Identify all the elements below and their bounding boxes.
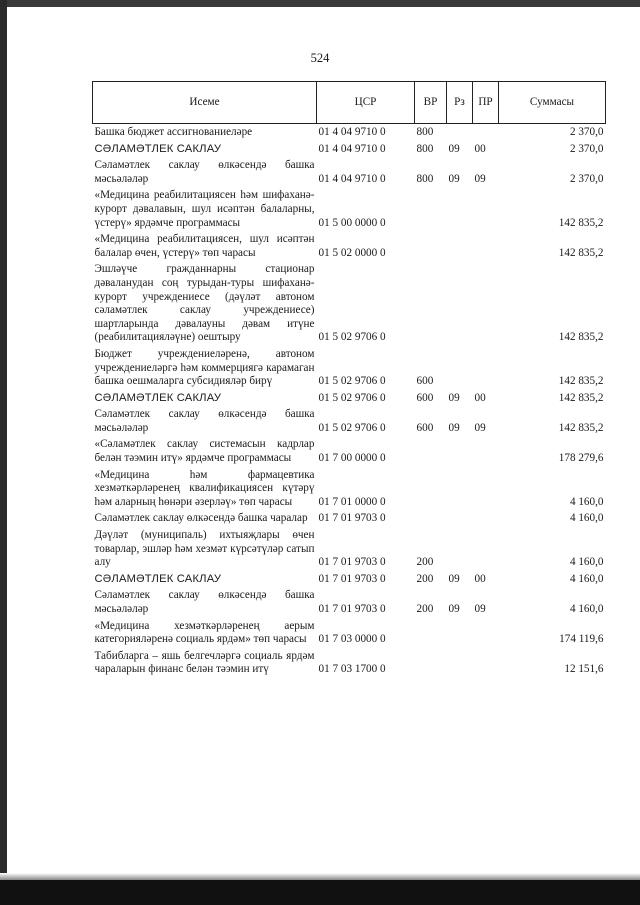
row-rz <box>447 467 473 511</box>
row-pr <box>473 261 499 346</box>
row-pr: 00 <box>474 391 486 404</box>
row-csr-code: 01 4 04 9710 0 <box>318 142 386 155</box>
header-name: Исеме <box>93 82 317 124</box>
table-row <box>93 141 606 158</box>
row-csr-code: 01 7 00 0000 0 <box>318 452 386 465</box>
row-vr <box>415 231 447 261</box>
row-name: Сәламәтлек саклау өлкәсендә башка мәсьәләләр <box>94 159 315 185</box>
row-vr: 600 <box>416 391 434 404</box>
row-csr-code: 01 7 01 9703 0 <box>318 556 386 569</box>
row-csr-code: 01 7 01 9703 0 <box>318 572 386 585</box>
row-amount: 12 151,6 <box>564 663 604 676</box>
table-row <box>93 231 606 261</box>
scan-bottom-edge <box>0 880 640 905</box>
row-vr: 800 <box>416 142 434 155</box>
row-pr <box>473 510 499 527</box>
row-rz <box>447 510 473 527</box>
row-name: «Сәламәтлек саклау системасын кадрлар белән тәэмин итү» ярдәмче программасы <box>94 438 315 465</box>
row-csr-code: 01 5 02 0000 0 <box>318 246 386 259</box>
row-amount: 4 160,0 <box>569 495 604 508</box>
row-pr: 09 <box>474 603 486 615</box>
row-csr-code: 01 5 02 9706 0 <box>318 421 386 434</box>
table-row <box>93 261 606 346</box>
table-row <box>93 467 606 511</box>
row-rz <box>447 648 473 678</box>
header-amount: Суммасы <box>499 82 606 124</box>
table-header-row <box>93 82 606 124</box>
row-vr <box>415 436 447 466</box>
table-row <box>93 390 606 407</box>
row-csr-code: 01 7 01 9703 0 <box>318 512 386 525</box>
row-rz <box>447 527 473 571</box>
row-rz: 09 <box>448 421 460 434</box>
row-vr <box>415 510 447 527</box>
budget-table <box>92 81 606 678</box>
table-row <box>93 406 606 436</box>
row-pr <box>473 124 499 141</box>
row-name: Сәламәтлек саклау өлкәсендә башка чаралар <box>94 512 308 525</box>
header-vr: ВР <box>415 82 447 124</box>
row-vr: 200 <box>416 556 434 569</box>
row-pr: 00 <box>474 142 486 155</box>
row-name: «Медицина һәм фармацевтика хезмәткәрләренең квалификациясен күтәрү һәм аларның һөнәри әзерләү» төп чарасы <box>94 468 315 508</box>
scan-top-edge <box>0 0 640 7</box>
row-vr: 800 <box>416 126 434 138</box>
row-rz: 09 <box>448 142 460 155</box>
row-amount: 142 835,2 <box>558 375 604 388</box>
row-csr-code: 01 7 01 9703 0 <box>318 603 386 615</box>
row-name: Башка бюджет ассигнованиеләре <box>94 126 253 138</box>
row-csr-code: 01 7 03 1700 0 <box>318 663 386 676</box>
row-rz <box>447 124 473 141</box>
row-vr <box>415 618 447 648</box>
table-row <box>93 648 606 678</box>
row-name: Сәламәтлек саклау өлкәсендә башка мәсьәләләр <box>94 408 315 434</box>
table-row <box>93 187 606 231</box>
row-csr-code: 01 5 02 9706 0 <box>318 331 386 344</box>
row-pr: 09 <box>474 421 486 434</box>
table-row <box>93 571 606 588</box>
row-name: Эшләүче гражданнарны стационар дәваланудан соң турыдан-туры шифаханә-курорт учреждениесе (дәүләт автоном сәламәтлек саклау учреждениесе) шартларында дәвалауны дәвам итүне (реабилитацияләүне) оештыру <box>94 263 315 344</box>
row-csr-code: 01 5 00 0000 0 <box>318 216 386 229</box>
row-pr <box>473 467 499 511</box>
row-amount: 4 160,0 <box>569 572 604 585</box>
table-row <box>93 587 606 617</box>
row-pr: 09 <box>474 172 486 185</box>
row-pr <box>473 346 499 390</box>
row-pr <box>473 187 499 231</box>
header-pr: ПР <box>473 82 499 124</box>
row-csr-code: 01 4 04 9710 0 <box>318 126 386 138</box>
table-row <box>93 436 606 466</box>
row-amount: 4 160,0 <box>569 603 604 615</box>
row-name: Дәүләт (муниципаль) ихтыяҗлары өчен товарлар, эшләр һәм хезмәт күрсәтүләр сатып алу <box>94 529 315 569</box>
scan-left-edge <box>0 0 7 905</box>
row-rz <box>447 436 473 466</box>
row-amount: 4 160,0 <box>569 556 604 569</box>
row-name: Табибларга – яшь белгечләргә социаль ярдәм чараларын финанс белән тәэмин итү <box>94 649 315 676</box>
row-csr-code: 01 7 03 0000 0 <box>318 633 386 646</box>
row-rz <box>447 231 473 261</box>
row-csr-code: 01 4 04 9710 0 <box>318 172 386 185</box>
row-pr <box>473 436 499 466</box>
row-amount: 174 119,6 <box>559 633 604 646</box>
row-name: «Медицина реабилитациясен, шул исәптән балалар өчен, үстерү» төп чарасы <box>94 233 315 259</box>
row-rz <box>447 187 473 231</box>
table-row <box>93 124 606 141</box>
row-vr: 200 <box>416 572 434 585</box>
header-csr: ЦСР <box>317 82 415 124</box>
table-row <box>93 527 606 571</box>
row-name: СӘЛАМӘТЛЕК САКЛАУ <box>94 142 222 155</box>
row-amount: 142 835,2 <box>558 216 604 229</box>
table-row <box>93 346 606 390</box>
row-csr-code: 01 5 02 9706 0 <box>318 391 386 404</box>
header-rz: Рз <box>447 82 473 124</box>
page-number: 524 <box>310 51 330 65</box>
row-pr: 00 <box>474 572 486 585</box>
table-row <box>93 618 606 648</box>
row-pr <box>473 231 499 261</box>
table-row <box>93 157 606 187</box>
row-rz: 09 <box>448 391 460 404</box>
table-body <box>93 124 606 678</box>
row-rz: 09 <box>448 572 460 585</box>
table-row <box>93 510 606 527</box>
row-vr: 600 <box>416 421 434 434</box>
row-rz <box>447 346 473 390</box>
row-amount: 178 279,6 <box>558 452 604 465</box>
row-rz <box>447 261 473 346</box>
row-rz <box>447 618 473 648</box>
row-amount: 142 835,2 <box>558 246 604 259</box>
row-vr <box>415 261 447 346</box>
row-pr <box>473 618 499 648</box>
row-vr: 800 <box>416 172 434 185</box>
row-amount: 142 835,2 <box>558 391 604 404</box>
row-amount: 142 835,2 <box>558 331 604 344</box>
row-vr: 600 <box>416 375 434 388</box>
row-csr-code: 01 5 02 9706 0 <box>318 375 386 388</box>
row-pr <box>473 648 499 678</box>
row-vr <box>415 187 447 231</box>
row-name: СӘЛАМӘТЛЕК САКЛАУ <box>94 572 222 585</box>
row-rz: 09 <box>448 603 460 615</box>
row-vr: 200 <box>416 603 434 615</box>
row-rz: 09 <box>448 172 460 185</box>
row-name: Бюджет учреждениеләренә, автоном учреждениеләргә һәм коммерциягә карамаган башка оешмаларга субсидияләр бирү <box>94 347 315 388</box>
row-amount: 4 160,0 <box>569 512 604 525</box>
row-name: Сәламәтлек саклау өлкәсендә башка мәсьәләләр <box>94 589 315 615</box>
row-csr-code: 01 7 01 0000 0 <box>318 495 386 508</box>
row-amount: 142 835,2 <box>558 421 604 434</box>
row-amount: 2 370,0 <box>569 142 604 155</box>
row-pr <box>473 527 499 571</box>
row-vr <box>415 648 447 678</box>
row-name: СӘЛАМӘТЛЕК САКЛАУ <box>94 391 222 404</box>
row-amount: 2 370,0 <box>569 172 604 185</box>
row-vr <box>415 467 447 511</box>
row-name: «Медицина хезмәткәрләренең аерым категорияләренә социаль ярдәм» төп чарасы <box>94 619 315 646</box>
row-name: «Медицина реабилитациясен һәм шифаханә-курорт дәвалавын, шул исәптән балаларны, үстерү» ярдәмче программасы <box>94 189 315 229</box>
row-amount: 2 370,0 <box>569 126 604 138</box>
